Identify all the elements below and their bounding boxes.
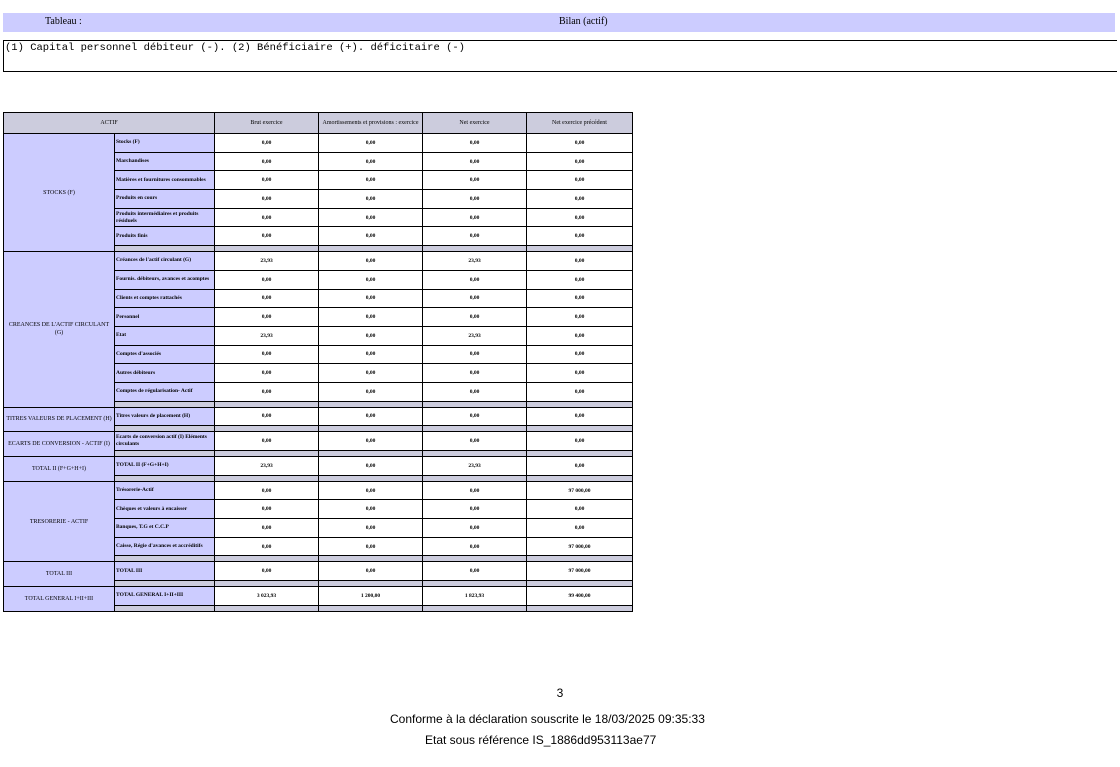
cell-net: 0,00 bbox=[423, 208, 527, 227]
cell-net: 1 823,93 bbox=[423, 587, 527, 606]
spacer-cell bbox=[527, 605, 633, 611]
cell-amort: 0,00 bbox=[319, 457, 423, 476]
section-label: STOCKS (F) bbox=[4, 134, 115, 252]
cell-prec: 97 000,00 bbox=[527, 537, 633, 556]
row-label: Comptes de régularisation- Actif bbox=[115, 382, 215, 401]
cell-amort: 0,00 bbox=[319, 326, 423, 345]
table-row bbox=[4, 407, 633, 426]
cell-brut: 0,00 bbox=[215, 432, 319, 451]
cell-brut: 23,93 bbox=[215, 326, 319, 345]
cell-net: 23,93 bbox=[423, 457, 527, 476]
row-label: Produits finis bbox=[115, 227, 215, 246]
page-number: 3 bbox=[556, 686, 564, 700]
cell-prec: 0,00 bbox=[527, 432, 633, 451]
row-label: Caisse, Régie d'avances et accréditifs bbox=[115, 537, 215, 556]
note-text: (1) Capital personnel débiteur (-). (2) Bénéficiaire (+). déficitaire (-) bbox=[5, 42, 465, 54]
cell-amort: 0,00 bbox=[319, 289, 423, 308]
cell-brut: 0,00 bbox=[215, 537, 319, 556]
cell-brut: 0,00 bbox=[215, 134, 319, 153]
cell-net: 0,00 bbox=[423, 500, 527, 519]
table-row bbox=[4, 432, 633, 451]
cell-brut: 0,00 bbox=[215, 270, 319, 289]
row-label: Trésorerie-Actif bbox=[115, 481, 215, 500]
cell-prec: 0,00 bbox=[527, 270, 633, 289]
cell-amort: 0,00 bbox=[319, 152, 423, 171]
row-label: Chèques et valeurs à encaisser bbox=[115, 500, 215, 519]
bilan-actif-table bbox=[3, 112, 633, 612]
row-label: Clients et comptes rattachés bbox=[115, 289, 215, 308]
cell-net: 23,93 bbox=[423, 326, 527, 345]
cell-net: 0,00 bbox=[423, 481, 527, 500]
cell-net: 0,00 bbox=[423, 345, 527, 364]
cell-brut: 0,00 bbox=[215, 562, 319, 581]
cell-brut: 0,00 bbox=[215, 227, 319, 246]
cell-net: 0,00 bbox=[423, 134, 527, 153]
cell-amort: 0,00 bbox=[319, 407, 423, 426]
section-label: ECARTS DE CONVERSION - ACTIF (I) bbox=[4, 432, 115, 457]
cell-brut: 0,00 bbox=[215, 208, 319, 227]
row-label: Matières et fournitures consommables bbox=[115, 171, 215, 190]
section-label: TRESORERIE - ACTIF bbox=[4, 481, 115, 562]
cell-prec: 0,00 bbox=[527, 190, 633, 209]
header-label: Tableau : bbox=[45, 16, 82, 27]
cell-brut: 0,00 bbox=[215, 519, 319, 538]
cell-prec: 0,00 bbox=[527, 308, 633, 327]
cell-amort: 0,00 bbox=[319, 252, 423, 271]
cell-amort: 0,00 bbox=[319, 227, 423, 246]
cell-brut: 23,93 bbox=[215, 457, 319, 476]
cell-prec: 0,00 bbox=[527, 152, 633, 171]
cell-prec: 0,00 bbox=[527, 171, 633, 190]
table-row bbox=[4, 481, 633, 500]
row-label: TOTAL III bbox=[115, 562, 215, 581]
row-label: Marchandises bbox=[115, 152, 215, 171]
cell-net: 0,00 bbox=[423, 152, 527, 171]
footer-conformity: Conforme à la déclaration souscrite le 18/03/2025 09:35:33 bbox=[390, 712, 705, 726]
cell-prec: 97 000,00 bbox=[527, 481, 633, 500]
spacer-cell bbox=[115, 605, 215, 611]
cell-prec: 0,00 bbox=[527, 500, 633, 519]
row-label: Produits en cours bbox=[115, 190, 215, 209]
table-row bbox=[4, 562, 633, 581]
cell-brut: 0,00 bbox=[215, 364, 319, 383]
cell-prec: 0,00 bbox=[527, 289, 633, 308]
cell-net: 0,00 bbox=[423, 432, 527, 451]
col-header-actif: ACTIF bbox=[4, 113, 215, 134]
cell-brut: 0,00 bbox=[215, 308, 319, 327]
cell-prec: 0,00 bbox=[527, 208, 633, 227]
table-row bbox=[4, 252, 633, 271]
cell-prec: 0,00 bbox=[527, 382, 633, 401]
note-box bbox=[3, 40, 1117, 72]
cell-brut: 0,00 bbox=[215, 481, 319, 500]
cell-amort: 0,00 bbox=[319, 432, 423, 451]
cell-brut: 3 023,93 bbox=[215, 587, 319, 606]
cell-prec: 0,00 bbox=[527, 134, 633, 153]
footer-reference: Etat sous référence IS_1886dd953113ae77 bbox=[425, 733, 657, 747]
cell-brut: 0,00 bbox=[215, 500, 319, 519]
spacer-cell bbox=[423, 605, 527, 611]
cell-amort: 0,00 bbox=[319, 519, 423, 538]
cell-brut: 0,00 bbox=[215, 382, 319, 401]
cell-amort: 0,00 bbox=[319, 382, 423, 401]
spacer-cell bbox=[215, 605, 319, 611]
cell-net: 0,00 bbox=[423, 519, 527, 538]
row-label: TOTAL GENERAL I+II+III bbox=[115, 587, 215, 606]
row-label: Etat bbox=[115, 326, 215, 345]
cell-brut: 0,00 bbox=[215, 345, 319, 364]
cell-prec: 0,00 bbox=[527, 345, 633, 364]
section-label: TOTAL GENERAL I+II+III bbox=[4, 587, 115, 612]
cell-net: 0,00 bbox=[423, 308, 527, 327]
cell-prec: 0,00 bbox=[527, 364, 633, 383]
row-label: Comptes d'associés bbox=[115, 345, 215, 364]
row-label: Autres débiteurs bbox=[115, 364, 215, 383]
cell-prec: 0,00 bbox=[527, 519, 633, 538]
cell-amort: 0,00 bbox=[319, 308, 423, 327]
cell-amort: 0,00 bbox=[319, 537, 423, 556]
cell-brut: 0,00 bbox=[215, 152, 319, 171]
cell-amort: 0,00 bbox=[319, 562, 423, 581]
section-label: TITRES VALEURS DE PLACEMENT (H) bbox=[4, 407, 115, 432]
col-header-amort: Amortissements et provisions : exercice bbox=[319, 113, 423, 134]
table-row bbox=[4, 587, 633, 606]
table-row bbox=[4, 134, 633, 153]
cell-prec: 0,00 bbox=[527, 407, 633, 426]
cell-prec: 0,00 bbox=[527, 457, 633, 476]
cell-prec: 0,00 bbox=[527, 252, 633, 271]
cell-prec: 0,00 bbox=[527, 326, 633, 345]
cell-amort: 0,00 bbox=[319, 345, 423, 364]
cell-amort: 0,00 bbox=[319, 270, 423, 289]
row-label: Créances de l'actif circulant (G) bbox=[115, 252, 215, 271]
row-label: TOTAL II (F+G+H+I) bbox=[115, 457, 215, 476]
row-label: Produits intermédiaires et produits résiduels bbox=[115, 208, 215, 227]
cell-amort: 0,00 bbox=[319, 481, 423, 500]
section-label: TOTAL II (F+G+H+I) bbox=[4, 457, 115, 482]
header-bar bbox=[3, 13, 1115, 32]
cell-net: 0,00 bbox=[423, 289, 527, 308]
row-label: Ecarts de conversion actif (I) Eléments circulants bbox=[115, 432, 215, 451]
section-label: TOTAL III bbox=[4, 562, 115, 587]
section-label: CREANCES DE L'ACTIF CIRCULANT (G) bbox=[4, 252, 115, 408]
cell-net: 0,00 bbox=[423, 407, 527, 426]
cell-amort: 0,00 bbox=[319, 364, 423, 383]
cell-prec: 97 000,00 bbox=[527, 562, 633, 581]
cell-amort: 0,00 bbox=[319, 171, 423, 190]
cell-brut: 0,00 bbox=[215, 407, 319, 426]
col-header-prec: Net exercice précédent bbox=[527, 113, 633, 134]
cell-amort: 0,00 bbox=[319, 500, 423, 519]
cell-net: 23,93 bbox=[423, 252, 527, 271]
row-label: Banques, T.G et C.C.P bbox=[115, 519, 215, 538]
spacer-cell bbox=[319, 605, 423, 611]
cell-brut: 0,00 bbox=[215, 171, 319, 190]
cell-net: 0,00 bbox=[423, 171, 527, 190]
col-header-net: Net exercice bbox=[423, 113, 527, 134]
cell-prec: 0,00 bbox=[527, 227, 633, 246]
cell-net: 0,00 bbox=[423, 190, 527, 209]
row-label: Fournis. débiteurs, avances et acomptes bbox=[115, 270, 215, 289]
cell-net: 0,00 bbox=[423, 537, 527, 556]
cell-brut: 0,00 bbox=[215, 190, 319, 209]
table-header-row bbox=[4, 113, 633, 134]
row-label: Personnel bbox=[115, 308, 215, 327]
cell-amort: 0,00 bbox=[319, 134, 423, 153]
table-row bbox=[4, 457, 633, 476]
cell-net: 0,00 bbox=[423, 227, 527, 246]
col-header-brut: Brut exercice bbox=[215, 113, 319, 134]
cell-net: 0,00 bbox=[423, 364, 527, 383]
cell-amort: 0,00 bbox=[319, 190, 423, 209]
table-body bbox=[4, 134, 633, 612]
cell-net: 0,00 bbox=[423, 562, 527, 581]
row-label: Titres valeurs de placement (H) bbox=[115, 407, 215, 426]
header-title: Bilan (actif) bbox=[559, 16, 608, 27]
cell-prec: 99 400,00 bbox=[527, 587, 633, 606]
row-label: Stocks (F) bbox=[115, 134, 215, 153]
cell-brut: 23,93 bbox=[215, 252, 319, 271]
cell-net: 0,00 bbox=[423, 270, 527, 289]
cell-amort: 1 200,00 bbox=[319, 587, 423, 606]
cell-net: 0,00 bbox=[423, 382, 527, 401]
cell-amort: 0,00 bbox=[319, 208, 423, 227]
cell-brut: 0,00 bbox=[215, 289, 319, 308]
